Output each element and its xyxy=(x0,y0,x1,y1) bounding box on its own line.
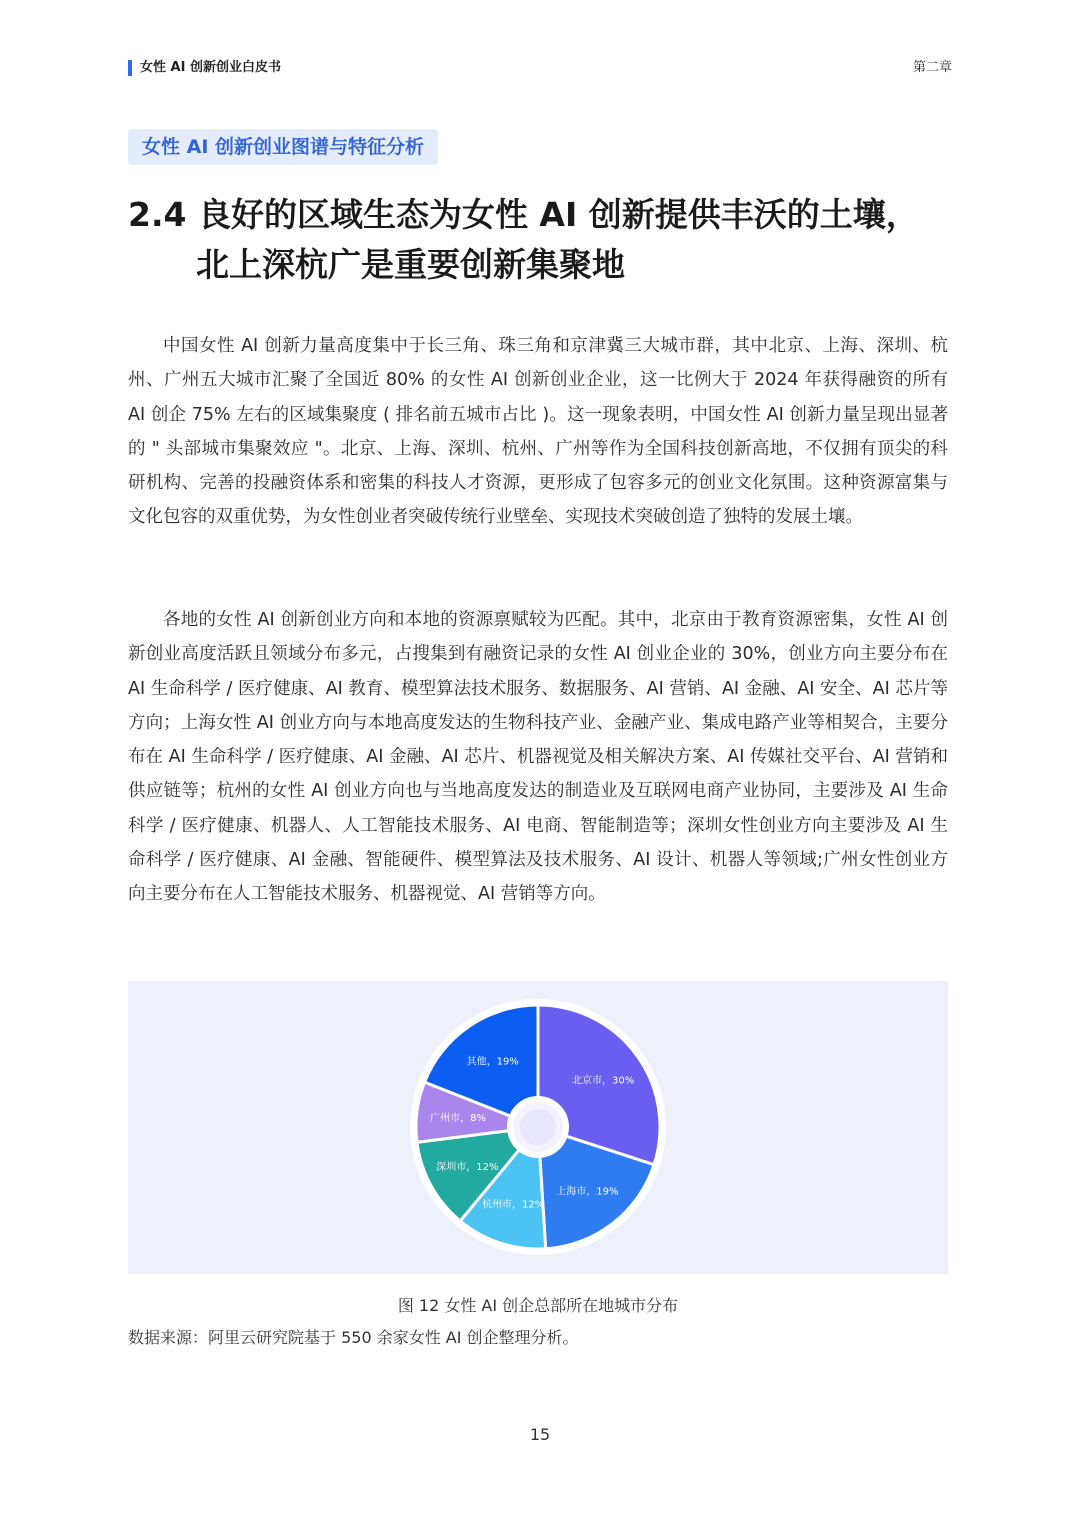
header-accent-bar xyxy=(128,60,132,76)
section-heading-line2: 北上深杭广是重要创新集聚地 xyxy=(196,245,625,284)
section-tag: 女性 AI 创新创业图谱与特征分析 xyxy=(128,129,438,165)
data-source-note: 数据来源：阿里云研究院基于 550 余家女性 AI 创企整理分析。 xyxy=(128,1328,579,1347)
pie-center-dot xyxy=(520,1109,556,1145)
pie-slice-label-1: 上海市，19% xyxy=(556,1186,619,1198)
pie-slice-label-5: 其他，19% xyxy=(466,1056,519,1068)
page-number: 15 xyxy=(529,1425,551,1444)
pie-slice-label-4: 广州市，8% xyxy=(430,1112,487,1124)
pie-slice-label-2: 杭州市，12% xyxy=(481,1199,545,1211)
section-heading-line1: 2.4 良好的区域生态为女性 AI 创新提供丰沃的土壤， xyxy=(128,195,919,234)
body-paragraph-2: 各地的女性 AI 创新创业方向和本地的资源禀赋较为匹配。其中，北京由于教育资源密集，女性 AI 创新创业高度活跃且领域分布多元，占搜集到有融资记录的女性 AI 创业企业的 30%，创业方向主要分布在 AI 生命科学 / 医疗健康、AI 教育、模型算法技术服务、数据服务、AI 营销、AI 金融、AI 安全、AI 芯片等方向；上海女性 AI 创业方向与本地高度发达的生物科技产业、金融产业、集成电路产业等相契合，主要分布在 AI 生命科学 / 医疗健康、AI 金融、AI 芯片、机器视觉及相关解决方案、AI 传媒社交平台、AI 营销和供应链等；杭州的女性 AI 创业方向也与当地高度发达的制造业及互联网电商产业协同，主要涉及 AI 生命科学 / 医疗健康、机器人、人工智能技术服务、AI 电商、智能制造等；深圳女性创业方向主要涉及 AI 生命科学 / 医疗健康、AI 金融、智能硬件、模型算法及技术服务、AI 设计、机器人等领域;广州女性创业方向主要分布在人工智能技术服务、机器视觉、AI 营销等方向。 xyxy=(128,610,948,905)
pie-chart xyxy=(128,981,948,1274)
header-title: 女性 AI 创新创业白皮书 xyxy=(140,60,281,75)
pie-slice-label-3: 深圳市，12% xyxy=(436,1161,499,1173)
pie-slice-label-0: 北京市，30% xyxy=(571,1075,635,1087)
figure-caption: 图 12 女性 AI 创企总部所在地城市分布 xyxy=(397,1296,679,1315)
header-chapter: 第二章 xyxy=(912,60,952,75)
body-paragraph-1: 中国女性 AI 创新力量高度集中于长三角、珠三角和京津冀三大城市群，其中北京、上海、深圳、杭州、广州五大城市汇聚了全国近 80% 的女性 AI 创新创业企业，这一比例大于 2024 年获得融资的所有 AI 创企 75% 左右的区域集聚度 ( 排名前五城市占比 )。这一现象表明，中国女性 AI 创新力量呈现出显著的 " 头部城市集聚效应 "。北京、上海、深圳、杭州、广州等作为全国科技创新高地，不仅拥有顶尖的科研机构、完善的投融资体系和密集的科技人才资源，更形成了包容多元的创业文化氛围。这种资源富集与文化包容的双重优势，为女性创业者突破传统行业壁垒、实现技术突破创造了独特的发展土壤。 xyxy=(128,336,948,528)
chart-panel xyxy=(128,981,948,1274)
page-header xyxy=(128,58,952,80)
